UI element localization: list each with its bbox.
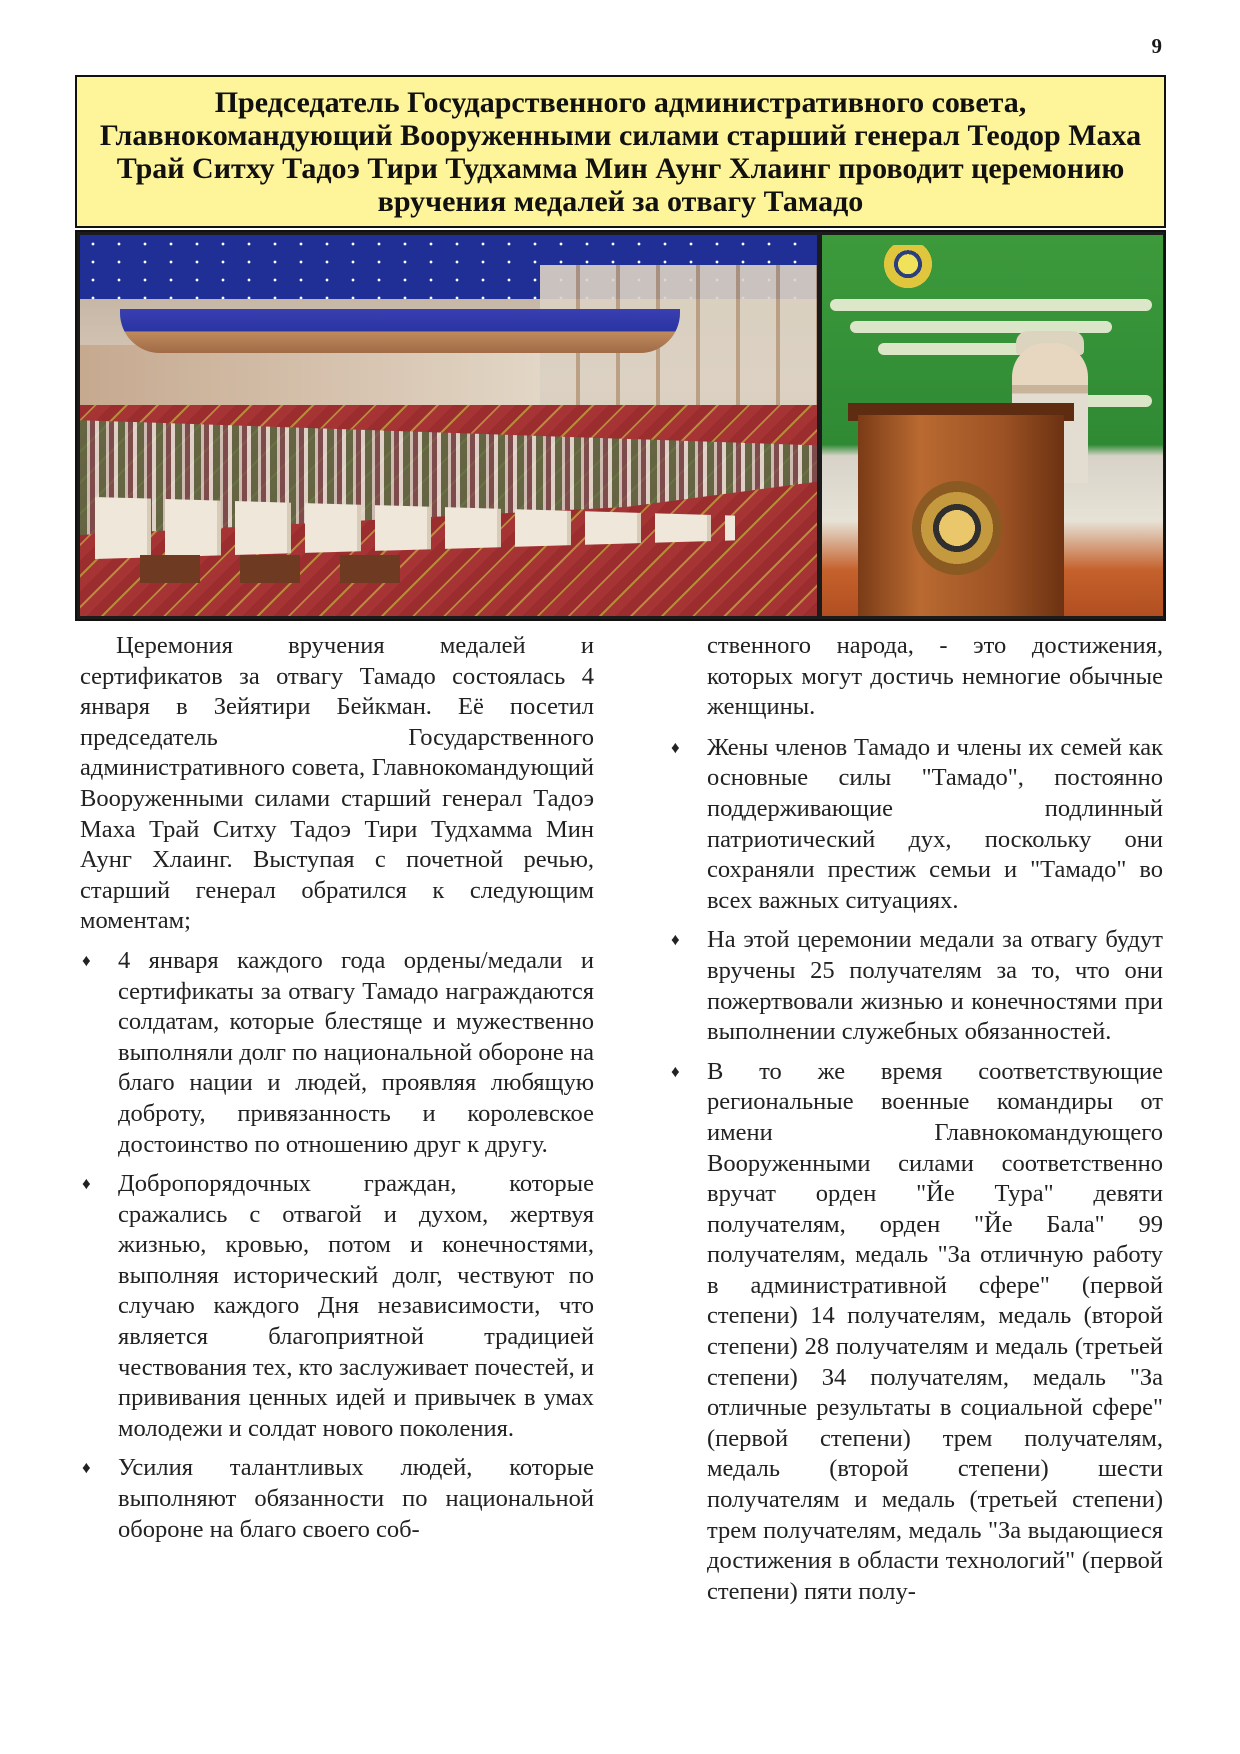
diamond-bullet-icon: ♦ bbox=[671, 930, 680, 950]
right-bullet-list bbox=[669, 733, 1163, 1608]
list-item-text: Жены членов Тамадо и члены их семей как основные силы "Тамадо", постоянно поддерживающие подлинный патриотический дух, поскольку они сохраняли престиж семьи и "Тамадо" во всех важных ситуациях. bbox=[707, 733, 1163, 914]
list-item-text: На этой церемонии медали за отвагу будут вручены 25 получателям за то, что они пожертвовали жизнью и конечностями при выполнении служебных обязанностей. bbox=[707, 926, 1163, 1046]
banner-text-line bbox=[878, 343, 1028, 355]
list-item bbox=[669, 1057, 1163, 1608]
list-item-text: 4 января каждого года ордены/медали и сертификаты за отвагу Тамадо награждаются солдатам, которые блестяще и мужественно выполняли долг по национальной обороне на благо нации и людей, проявляя любящую доброту, привязанность и королевское достоинство по отношению друг к другу. bbox=[118, 946, 594, 1158]
military-emblem-icon bbox=[880, 245, 936, 293]
hall-wall-left bbox=[80, 345, 540, 405]
left-column bbox=[80, 631, 594, 1545]
list-item bbox=[669, 925, 1163, 1047]
list-item bbox=[669, 733, 1163, 917]
left-bullet-list bbox=[80, 946, 594, 1545]
auditorium-photo bbox=[80, 235, 817, 616]
podium-speaker-photo bbox=[822, 235, 1163, 616]
right-column bbox=[669, 631, 1163, 1607]
photo-strip bbox=[75, 230, 1166, 621]
hall-tables bbox=[140, 555, 440, 583]
intro-paragraph: Церемония вручения медалей и сертификатов за отвагу Тамадо состоялась 4 января в Зейятири Бейкман. Её посетил председатель Государственного административного совета, Главнокомандующий Вооруженными силами старший генерал Тадоэ Маха Трай Ситху Тадоэ Тири Тудхамма Мин Аунг Хлаинг. Выступая с почетной речью, старший генерал обратился к следующим моментам; bbox=[80, 632, 594, 935]
list-item bbox=[80, 946, 594, 1160]
list-item-text: Добропорядочных граждан, которые сражались с отвагой и духом, жертвуя жизнью, кровью, потом и конечностями, выполняя исторический долг, чествуют по случаю каждого Дня независимости, что является благоприятной традицией чествования тех, кто заслуживает почестей, и прививания ценных идей и привычек в умах молодежи и солдат нового поколения. bbox=[118, 1170, 594, 1442]
title-box bbox=[75, 75, 1166, 228]
continuation-paragraph: ственного народа, - это достижения, которых могут достичь немногие обычные женщины. bbox=[707, 632, 1163, 721]
podium-emblem-icon bbox=[912, 481, 1002, 575]
list-item-text: Усилия талантливых людей, которые выполняют обязанности по национальной обороне на благо своего соб- bbox=[118, 1454, 594, 1543]
hall-balcony bbox=[120, 309, 680, 353]
diamond-bullet-icon: ♦ bbox=[82, 1458, 91, 1478]
list-item bbox=[80, 1169, 594, 1444]
banner-text-line bbox=[830, 299, 1152, 311]
diamond-bullet-icon: ♦ bbox=[671, 737, 680, 757]
page-number: 9 bbox=[1151, 34, 1162, 58]
list-item-text: В то же время соответствующие региональные военные командиры от имени Главнокомандующего Вооруженными силами соответственно вручат орден "Йе Тура" девяти получателям, орден "Йе Бала" 99 получателям, медаль "За отличную работу в административной сфере" (первой степени) 14 получателям, медаль (второй степени) 28 получателям и медаль (третьей степени) 34 получателям, медаль "За отличные результаты в социальной сфере" (первой степени) трем получателям, медаль (второй степени) шести получателям и медаль (третьей степени) трем получателям, медаль "За выдающиеся достижения в области технологий" (первой степени) пяти полу- bbox=[707, 1057, 1163, 1605]
article-title: Председатель Государственного административного совета, Главнокомандующий Вооруженными силами старший генерал Теодор Маха Трай Ситху Тадоэ Тири Тудхамма Мин Аунг Хлаинг проводит церемонию вручения медалей за отвагу Тамадо bbox=[99, 85, 1142, 218]
list-item bbox=[80, 1453, 594, 1545]
diamond-bullet-icon: ♦ bbox=[82, 950, 91, 970]
diamond-bullet-icon: ♦ bbox=[671, 1061, 680, 1081]
diamond-bullet-icon: ♦ bbox=[82, 1174, 91, 1194]
